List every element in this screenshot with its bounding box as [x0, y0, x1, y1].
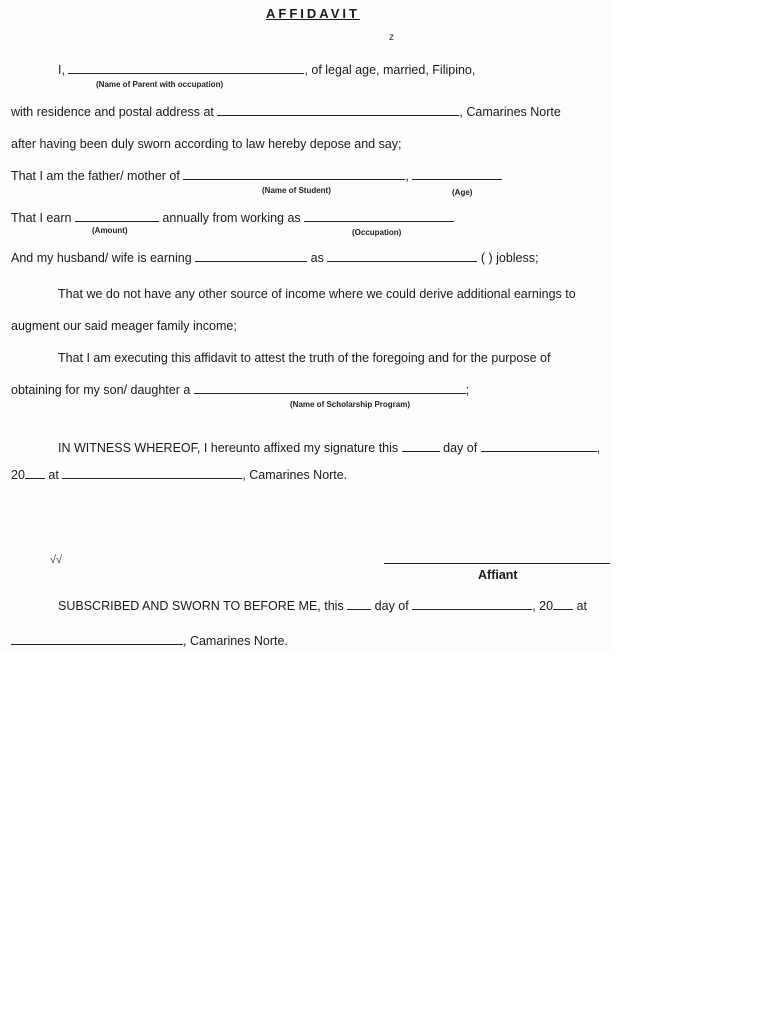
address-blank[interactable] — [217, 104, 459, 116]
line12-suffix: , Camarines Norte. — [242, 468, 348, 482]
line5-prefix: That I earn — [11, 211, 72, 225]
parent-name-line — [58, 62, 475, 78]
income-source-line: That we do not have any other source of income where we could derive additional earnings to — [58, 287, 576, 301]
purpose-line: That I am executing this affidavit to attest the truth of the foregoing and for the purpose of — [58, 351, 551, 365]
spouse-occupation-blank[interactable] — [327, 250, 477, 262]
augment-line: augment our said meager family income; — [11, 319, 237, 333]
student-name-caption: (Name of Student) — [262, 186, 331, 195]
subscribed-line — [58, 598, 587, 614]
line6-prefix: And my husband/ wife is earning — [11, 251, 192, 265]
line13-prefix: SUBSCRIBED AND SWORN TO BEFORE ME, this — [58, 599, 344, 613]
line6-suffix: ( ) jobless; — [480, 251, 539, 265]
line13-middle1: day of — [374, 599, 409, 613]
spouse-line — [11, 250, 538, 266]
line12-prefix: 20 — [11, 468, 25, 482]
witness-line — [58, 440, 600, 456]
line6-middle: as — [310, 251, 324, 265]
line12-middle: at — [48, 468, 59, 482]
occupation-blank[interactable] — [304, 210, 454, 222]
witness-day-blank[interactable] — [402, 440, 440, 452]
line4-prefix: That I am the father/ mother of — [11, 169, 180, 183]
parent-name-blank[interactable] — [68, 62, 304, 74]
spouse-earning-blank[interactable] — [195, 250, 307, 262]
scholarship-blank[interactable] — [194, 382, 466, 394]
stray-checkmark: √√ — [50, 554, 63, 566]
year-blank[interactable] — [25, 467, 45, 479]
document-title: AFFIDAVIT — [266, 6, 360, 21]
sworn-year-blank[interactable] — [553, 598, 573, 610]
amount-caption: (Amount) — [92, 226, 128, 235]
parent-name-caption: (Name of Parent with occupation) — [96, 80, 224, 89]
address-line — [11, 104, 561, 120]
student-line: That I am the father/ mother of , — [11, 168, 502, 184]
line14-suffix: , Camarines Norte. — [183, 634, 288, 648]
affiant-signature-line[interactable] — [384, 563, 610, 564]
line10-prefix: obtaining for my son/ daughter a — [11, 383, 191, 397]
age-caption: (Age) — [452, 188, 473, 197]
line1-suffix: , of legal age, married, Filipino, — [304, 63, 476, 77]
witness-month-blank[interactable] — [481, 440, 597, 452]
occupation-caption: (Occupation) — [352, 228, 402, 237]
stray-mark: z — [389, 32, 394, 43]
sworn-place-line — [11, 633, 288, 649]
line2-prefix: with residence and postal address at — [11, 105, 214, 119]
amount-blank[interactable] — [75, 210, 159, 222]
scholarship-line — [11, 382, 469, 398]
line13-middle2: , 20 — [532, 599, 554, 613]
earnings-line — [11, 210, 454, 226]
line5-middle: annually from working as — [162, 211, 301, 225]
line2-suffix: , Camarines Norte — [459, 105, 561, 119]
sworn-line: after having been duly sworn according to law hereby depose and say; — [11, 137, 402, 151]
line11-prefix: IN WITNESS WHEREOF, I hereunto affixed my signature this — [58, 441, 399, 455]
line11-middle: day of — [443, 441, 478, 455]
student-name-blank[interactable] — [183, 168, 405, 180]
line10-suffix: ; — [465, 383, 470, 397]
line11-suffix: , — [596, 441, 601, 455]
line1-prefix: I, — [58, 63, 65, 77]
place-blank[interactable] — [62, 467, 242, 479]
scholarship-caption: (Name of Scholarship Program) — [290, 400, 411, 409]
affiant-label: Affiant — [478, 568, 518, 582]
year-place-line — [11, 467, 347, 483]
sworn-day-blank[interactable] — [347, 598, 371, 610]
sworn-month-blank[interactable] — [412, 598, 532, 610]
sworn-place-blank[interactable] — [11, 633, 183, 645]
age-blank[interactable] — [412, 168, 502, 180]
line13-suffix: at — [576, 599, 587, 613]
